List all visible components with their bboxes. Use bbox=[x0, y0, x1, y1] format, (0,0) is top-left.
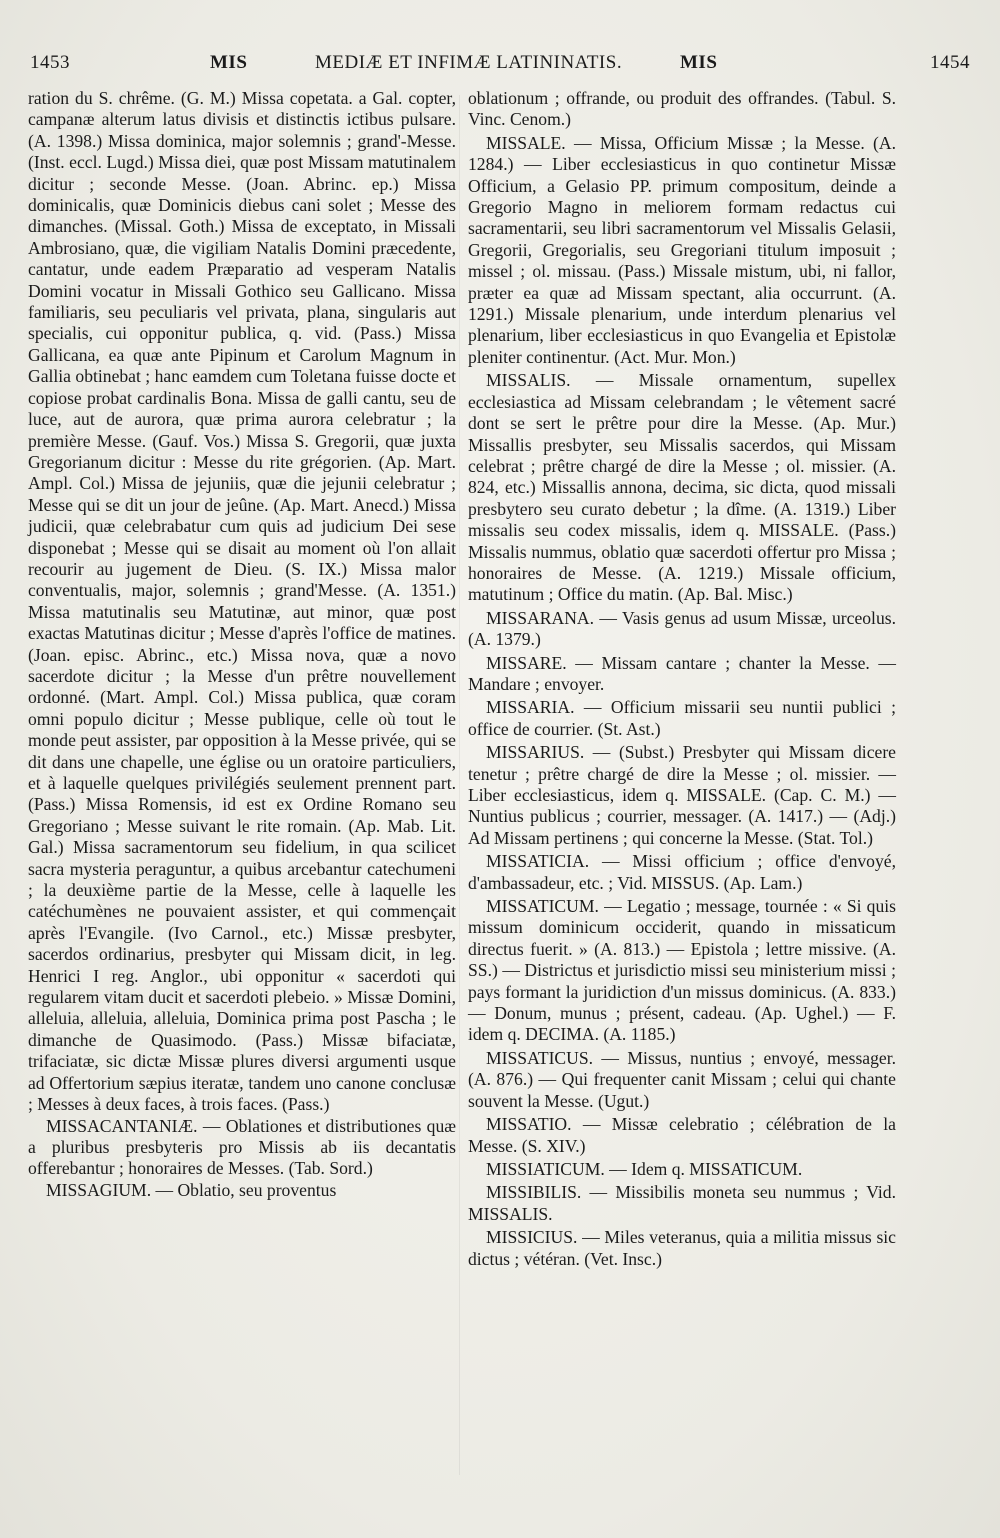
entry-missacantaniae: MISSACANTANIÆ. — Oblationes et distributiones quæ a pluribus presbyteris pro Missis ab iis decantatis offerebantur ; honoraires de Messes. (Tab. Sord.) bbox=[28, 1115, 456, 1179]
page-number-left: 1453 bbox=[30, 52, 70, 73]
entry-missaticum: MISSATICUM. — Legatio ; message, tournée : « Si quis missum dominicum occiderit, quando in missaticum directus fuerit. » (A. 813.) — Epistola ; lettre missive. (A. SS.) — Districtus et jurisdictio missi seu ministerium missi ; pays formant la juridiction d'un missus dominicus. (A. 833.) — Donum, munus ; présent, cadeau. (Ap. Ughel.) — F. idem q. DECIMA. (A. 1185.) bbox=[468, 896, 896, 1045]
page-number-right: 1454 bbox=[930, 52, 970, 73]
entry-missiaticum: MISSIATICUM. — Idem q. MISSATICUM. bbox=[486, 1158, 803, 1179]
running-headword-left: MIS bbox=[210, 52, 248, 73]
right-column bbox=[468, 88, 896, 1272]
entry-missagium-continuation: oblationum ; offrande, ou produit des offrandes. (Tabul. S. Vinc. Cenom.) bbox=[468, 88, 896, 130]
entry-missaticus: MISSATICUS. — Missus, nuntius ; envoyé, messager. (A. 876.) — Qui frequenter canit Missam ; celui qui chante souvent la Messe. (Ugut.) bbox=[468, 1047, 896, 1111]
entry-missicius: MISSICIUS. — Miles veteranus, quia a militia missus sic dictus ; vétéran. (Vet. Insc.) bbox=[468, 1227, 896, 1269]
entry-missarana: MISSARANA. — Vasis genus ad usum Missæ, urceolus. (A. 1379.) bbox=[468, 607, 896, 650]
entry-missibilis: MISSIBILIS. — Missibilis moneta seu nummus ; Vid. MISSALIS. bbox=[468, 1182, 896, 1224]
entry-missaticia: MISSATICIA. — Missi officium ; office d'envoyé, d'ambassadeur, etc. ; Vid. MISSUS. (Ap. Lam.) bbox=[468, 851, 896, 893]
entry-missaria: MISSARIA. — Officium missarii seu nuntii publici ; office de courrier. (St. Ast.) bbox=[468, 697, 896, 739]
entry-missatio: MISSATIO. — Missæ celebratio ; célébration de la Messe. (S. XIV.) bbox=[468, 1114, 896, 1156]
entry-missalis: MISSALIS. — Missale ornamentum, supellex ecclesiastica ad Missam celebrandam ; le vêtement sacré dont se sert le prêtre pour dire la Messe. (Ap. Mur.) Missallis presbyter, seu Missalis sacerdos, qui Missam celebrat ; prêtre chargé de dire la Messe ; ol. missier. (A. 824, etc.) Missallis annona, decima, sic dicta, quod missali presbytero seu curato debetur ; la dîme. (A. 1319.) Liber missalis seu codex missalis, idem q. MISSALE. (Pass.) Missalis nummus, oblatio quæ sacerdoti offertur pro Missa ; honoraires de Messe. (A. 1219.) Missale officium, matutinum ; Office du matin. (Ap. Bal. Misc.) bbox=[468, 370, 896, 605]
entry-missarius: MISSARIUS. — (Subst.) Presbyter qui Missam dicere tenetur ; prêtre chargé de dire la Messe ; ol. missier. — Liber ecclesiasticus, idem q. MISSALE. (Cap. C. M.) — Nuntius publicus ; courrier, messager. (A. 1417.) — (Adj.) Ad Missam pertinens ; qui concerne la Messe. (Stat. Tol.) bbox=[468, 742, 896, 848]
page-header bbox=[30, 52, 970, 88]
entry-missale: MISSALE. — Missa, Officium Missæ ; la Messe. (A. 1284.) — Liber ecclesiasticus in quo continetur Missæ Officium, a Gelasio PP. primum compositum, deinde a Gregorio Magno in meliorem formam redactus cui sacramentarii, seu libri sacramentorum vel Missalis Gelasii, Gregorii, Gregorialis, seu Gregoriani titulum imposuit ; missel ; ol. missau. (Pass.) Missale mistum, ubi, ni fallor, præter ea quæ ad Missam spectant, alia occurrunt. (A. 1291.) Missale plenarium, unde interdum plenarius vel plenarium, liber ecclesiasticus in quo Evangelia et Epistolæ pleniter continentur. (Act. Mur. Mon.) bbox=[468, 132, 896, 367]
column-divider bbox=[459, 95, 460, 1475]
left-column bbox=[28, 88, 456, 1201]
entry-missa-continuation: ration du S. chrême. (G. M.) Missa copetata. a Gal. copter, campanæ alterum latus divisis et distinctis ictibus pulsare. (A. 1398.) Missa dominica, major solemnis ; grand'-Messe. (Inst. eccl. Lugd.) Missa diei, quæ post Missam matutinalem dicitur ; seconde Messe. (Joan. Abrinc. ep.) Missa dominicalis, quæ Dominicis diebus cani solet ; Messe des dimanches. (Missal. Goth.) Missa de exceptato, in Missali Ambrosiano, quæ, die vigiliam Natalis Domini præcedente, cantatur, unde eadem Præparatio ad vesperam Natalis Domini vocatur in Missali Gothico seu Gallicano. Missa familiaris, seu peculiaris vel privata, plana, singularis aut specialis, cui opponitur publica, q. vid. (Pass.) Missa Gallicana, ea quæ ante Pipinum et Carolum Magnum in Gallia obtinebat ; hanc eamdem cum Toletana fuisse docte et copiose probat cardinalis Bona. Missa de galli cantu, seu de luce, aut de aurora, quæ prima aurora celebratur ; la première Messe. (Gauf. Vos.) Missa S. Gregorii, quæ juxta Gregorianum dicitur : Messe du rite grégorien. (Ap. Mart. Ampl. Col.) Missa de jejuniis, quæ die jejunii celebratur ; Messe qui se dit un jour de jeûne. (Ap. Mart. Anecd.) Missa judicii, quæ celebrabatur cum quis ad judicium Dei sese disponebat ; Messe qui se disait au moment où l'on allait recourir au jugement de Dieu. (S. IX.) Missa malor conventualis, major, solemnis ; grand'Messe. (A. 1351.) Missa matutinalis seu Matutinæ, aut minor, quæ post exactas Matutinas dicitur ; Messe d'après l'office de matines. (Joan. episc. Abrinc., etc.) Missa nova, quæ a novo sacerdote dicitur ; la Messe d'un prêtre nouvellement ordonné. (Mart. Ampl. Col.) Missa publica, quæ coram omni populo dicitur ; Messe publique, celle où tout le monde peut assister, par opposition à la Messe privée, qui se dit dans une chapelle, une église ou un oratoire particuliers, et à laquelle quelques privilégiés seulement prennent part. (Pass.) Missa Romensis, id est ex Ordine Romano seu Gregoriano ; Messe suivant le rite romain. (Ap. Mab. Lit. Gal.) Missa sacramentorum seu fidelium, in qua scilicet sacra mysteria peraguntur, a quibus arcebantur catechumeni ; la deuxième partie de la Messe, celle à laquelle les catéchumènes ne pouvaient assister, et qui commençait après l'Evangile. (Ivo Carnol., etc.) Missæ presbyter, sacerdos ordinarius, presbyter qui Missam dicit, in leg. Henrici I reg. Anglor., ubi opponitur « sacerdoti qui regularem vitam ducit et sacerdoti plebeio. » Missæ Domini, alleluia, alleluia, alleluia, Dominica prima post Pascha ; le dimanche de Quasimodo. (Pass.) Missæ bifaciatæ, trifaciatæ, sic dictæ Missæ plures diversi argumenti usque ad Offertorium sæpius iteratæ, tandem uno canone conclusæ ; Messes à deux faces, à trois faces. (Pass.) bbox=[28, 88, 456, 1115]
running-headword-right: MIS bbox=[680, 52, 718, 73]
running-title: MEDIÆ ET INFIMÆ LATININATIS. bbox=[315, 52, 623, 73]
entry-missagium: MISSAGIUM. — Oblatio, seu proventus bbox=[46, 1179, 337, 1200]
entry-missare: MISSARE. — Missam cantare ; chanter la Messe. — Mandare ; envoyer. bbox=[468, 652, 896, 694]
